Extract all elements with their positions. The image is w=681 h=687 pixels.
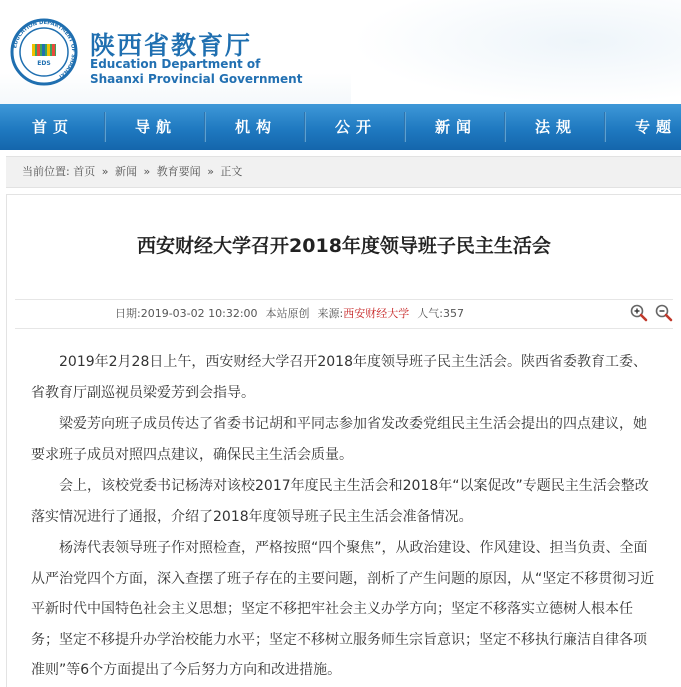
source-label: 来源: — [317, 307, 344, 320]
article-meta-bar — [15, 299, 673, 329]
article-meta — [115, 300, 464, 328]
date-label: 日期: — [115, 307, 141, 320]
logo-center-text: EDS — [37, 60, 51, 67]
breadcrumb-link-news[interactable]: 新闻 — [114, 165, 137, 178]
article-paragraph: 梁爱芳向班子成员传达了省委书记胡和平同志参加省发改委党组民主生活会提出的四点建议，她要求班子成员对照四点建议，确保民主生活会质量。 — [31, 416, 647, 463]
breadcrumb-link-home[interactable]: 首页 — [73, 165, 96, 178]
site-name-english-line2: Shaanxi Provincial Government — [90, 72, 303, 86]
header-background — [351, 0, 681, 104]
article-container — [6, 194, 681, 687]
breadcrumb-link-education-news[interactable]: 教育要闻 — [156, 165, 201, 178]
article-paragraph: 杨涛代表领导班子作对照检查，严格按照“四个聚焦”，从政治建设、作风建设、担当负责、全面从严治党四个方面，深入查摆了班子存在的主要问题，剖析了产生问题的原因，从“坚定不移贯彻习近平新时代中国特色社会主义思想；坚定不移把牢社会主义办学方向；坚定不移落实立德树人根本任务；坚定不移提升办学治校能力水平；坚定不移树立服务师生宗旨意识；坚定不移执行廉洁自律各项准则”等6个方面提出了今后努力方向和改进措施。 — [31, 540, 655, 678]
breadcrumb-current: 正文 — [220, 165, 243, 178]
site-name-chinese[interactable]: 陕西省教育厅 — [90, 31, 253, 60]
main-navigation — [0, 104, 681, 150]
article-paragraph: 2019年2月28日上午，西安财经大学召开2018年度领导班子民主生活会。陕西省委教育工委、省教育厅副巡视员梁爱芳到会指导。 — [31, 354, 647, 401]
publish-date: 2019-03-02 10:32:00 — [140, 307, 258, 320]
nav-item-topics[interactable]: 专题 — [634, 118, 677, 136]
article-title: 西安财经大学召开2018年度领导班子民主生活会 — [137, 235, 551, 257]
views-label: 人气: — [417, 307, 443, 320]
breadcrumb-separator: » — [207, 165, 214, 178]
nav-item-organization[interactable]: 机构 — [206, 104, 306, 150]
breadcrumb-separator: » — [101, 165, 109, 178]
author: 本站原创 — [265, 307, 310, 320]
zoom-out-icon[interactable] — [655, 304, 673, 322]
logo-ring-text: EDUCATION DEPARTMENT OF SHAANXI — [12, 19, 77, 80]
breadcrumb-separator: » — [143, 165, 151, 178]
nav-item-news[interactable]: 新闻 — [406, 104, 506, 150]
nav-item-disclosure[interactable]: 公开 — [306, 104, 406, 150]
nav-item-regulations[interactable]: 法规 — [506, 104, 606, 150]
article-body — [31, 347, 655, 687]
nav-item-guide[interactable]: 导航 — [106, 104, 206, 150]
site-header — [0, 0, 681, 104]
view-count: 357 — [442, 307, 464, 320]
nav-item-home[interactable]: 首页 — [0, 104, 106, 150]
zoom-in-icon[interactable] — [630, 304, 648, 322]
site-name-english-line1: Education Department of — [90, 57, 261, 71]
education-department-logo[interactable] — [10, 18, 78, 86]
breadcrumb — [6, 156, 681, 188]
article-paragraph: 会上，该校党委书记杨涛对该校2017年度民主生活会和2018年“以案促改”专题民主生活会整改落实情况进行了通报，介绍了2018年度领导班子民主生活会准备情况。 — [31, 478, 649, 525]
breadcrumb-prefix: 当前位置: — [22, 165, 70, 178]
source-name: 西安财经大学 — [343, 307, 410, 320]
